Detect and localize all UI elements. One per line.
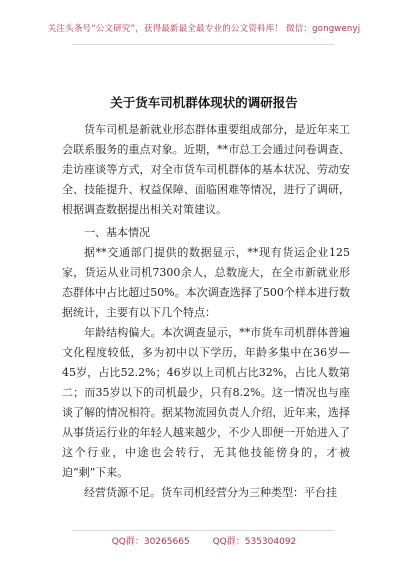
- footer-divider: [72, 530, 334, 531]
- document-title: 关于货车司机群体现状的调研报告: [110, 95, 298, 110]
- age-structure-paragraph: 年龄结构偏大。本次调查显示，**市货车司机群体普遍文化程度较低，多为初中以下学历，年龄多集中在36岁—45岁，占比52.2%；46岁以上司机占比32%，占比人数第二；而35岁以下的司机最少，只有8.2%。这一情况也与座谈了解的情况相符。据某物流园负责人介绍，近年来，选择从事货运行业的年轻人越来越少，不少人即便一开始进入了这个行业，中途也会转行，无其他技能傍身的，才被迫“剩”下来。: [62, 326, 350, 479]
- footer-qq-group-1: QQ群：30265665: [111, 537, 190, 547]
- header-note: 关注头条号“公文研究”，获得最新最全最专业的公文资料库！ 微信：gongwenyj: [47, 24, 361, 34]
- section-heading-basic: 一、基本情况: [84, 226, 150, 239]
- section-paragraph-data: 据**交通部门提供的数据显示，**现有货运企业125家，货运从业司机7300余人，总数庞大，在全市新就业形态群体中占比超过50%。本次调查选择了500个样本进行数据统计，主要有以下几个特点：: [62, 246, 350, 319]
- header-divider: [72, 44, 334, 45]
- document-body: [62, 120, 350, 503]
- intro-paragraph: 货车司机是新就业形态群体重要组成部分，是近年来工会联系服务的重点对象。近期，**市总工会通过问卷调查、走访座谈等方式，对全市货车司机群体的基本状况、劳动安全、技能提升、权益保障、面临困难等情况，进行了调研，根据调查数据提出相关对策建议。: [62, 123, 350, 216]
- source-paragraph: 经营货源不足。货车司机经营分为三种类型：平台挂: [84, 486, 337, 499]
- footer: [0, 534, 408, 547]
- footer-qq-group-2: QQ群：535304092: [212, 537, 297, 547]
